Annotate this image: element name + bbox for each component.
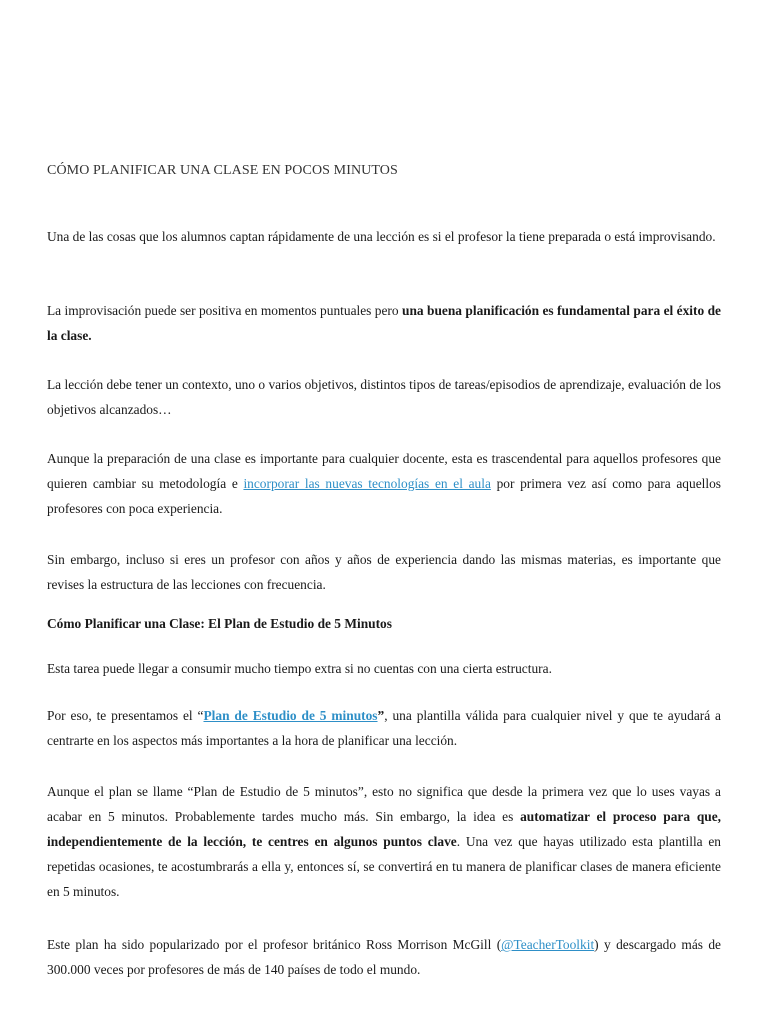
paragraph-text: Aunque el plan se llame “Plan de Estudio de 5 minutos”, esto no significa que desde la primera vez que lo uses vayas a acabar en 5 minutos. Probablemente tardes mucho más. Sin embargo, la idea es bbox=[47, 784, 721, 824]
paragraph-lesson-context bbox=[47, 372, 721, 422]
link-teacher-toolkit[interactable]: @TeacherToolkit bbox=[501, 937, 595, 952]
paragraph-popularity bbox=[47, 932, 721, 982]
paragraph-text: Aunque la preparación de una clase es importante para cualquier docente, esta es trascendental para aquellos profesores que quieren cambiar su metodología e bbox=[47, 451, 721, 491]
paragraph-experience bbox=[47, 547, 721, 597]
document-title: CÓMO PLANIFICAR UNA CLASE EN POCOS MINUTOS bbox=[47, 163, 398, 178]
paragraph-text: La lección debe tener un contexto, uno o varios objetivos, distintos tipos de tareas/episodios de aprendizaje, evaluación de los objetivos alcanzados… bbox=[47, 377, 721, 417]
paragraph-preparation bbox=[47, 446, 721, 521]
paragraph-improvisation bbox=[47, 298, 721, 348]
bold-text: una buena planificación es fundamental para el éxito de la clase. bbox=[47, 303, 721, 343]
paragraph-structure bbox=[47, 656, 721, 681]
paragraph-text: por primera vez así como para aquellos profesores con poca experiencia. bbox=[47, 476, 721, 516]
paragraph-text: ) y descargado más de 300.000 veces por profesores de más de 140 países de todo el mundo. bbox=[47, 937, 721, 977]
bold-text: automatizar el proceso para que, independientemente de la lección, te centres en algunos puntos clave bbox=[47, 809, 722, 849]
bold-text: ” bbox=[377, 708, 385, 723]
paragraph-text: Por eso, te presentamos el “ bbox=[47, 708, 204, 723]
paragraph-plan-intro bbox=[47, 703, 721, 753]
section-heading: Cómo Planificar una Clase: El Plan de Estudio de 5 Minutos bbox=[47, 616, 392, 631]
paragraph-text: Esta tarea puede llegar a consumir mucho tiempo extra si no cuentas con una cierta estructura. bbox=[47, 661, 552, 676]
paragraph-text: , una plantilla válida para cualquier nivel y que te ayudará a centrarte en los aspectos más importantes a la hora de planificar una lección. bbox=[47, 708, 721, 748]
link-study-plan[interactable]: Plan de Estudio de 5 minutos bbox=[203, 708, 378, 723]
paragraph-intro bbox=[47, 224, 721, 249]
paragraph-text: Una de las cosas que los alumnos captan rápidamente de una lección es si el profesor la tiene preparada o está improvisando. bbox=[47, 229, 716, 244]
paragraph-text: . Una vez que hayas utilizado esta plantilla en repetidas ocasiones, te acostumbrarás a ella y, entonces sí, se convertirá en tu manera de planificar clases de manera eficiente en 5 minutos. bbox=[47, 834, 721, 899]
paragraph-automation bbox=[47, 779, 721, 904]
link-new-technologies[interactable]: incorporar las nuevas tecnologías en el aula bbox=[243, 476, 491, 491]
paragraph-text: La improvisación puede ser positiva en momentos puntuales pero bbox=[47, 303, 403, 318]
paragraph-text: Este plan ha sido popularizado por el profesor británico Ross Morrison McGill ( bbox=[47, 937, 502, 952]
paragraph-text: Sin embargo, incluso si eres un profesor con años y años de experiencia dando las mismas materias, es importante que revises la estructura de las lecciones con frecuencia. bbox=[47, 552, 721, 592]
